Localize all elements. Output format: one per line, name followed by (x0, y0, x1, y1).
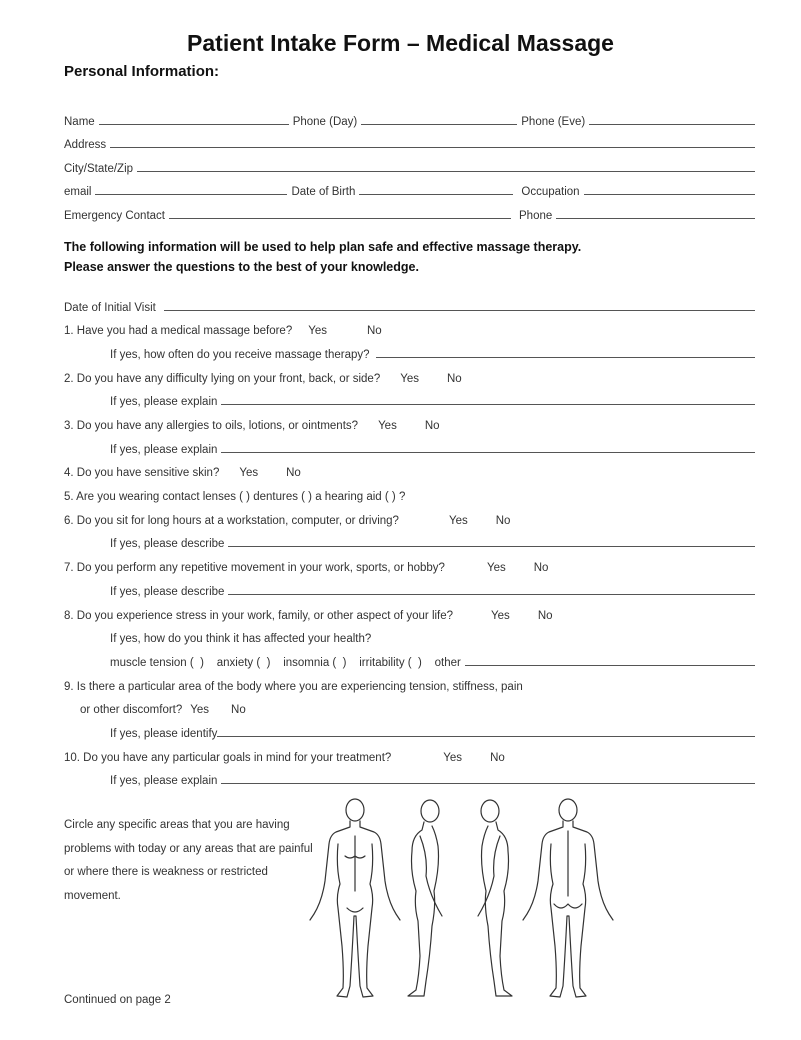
label-address: Address (64, 139, 107, 151)
occupation-field[interactable] (584, 194, 755, 195)
q8-yes[interactable]: Yes (491, 610, 510, 622)
label-city-state-zip: City/State/Zip (64, 163, 134, 175)
row-name-phones (64, 110, 755, 128)
label-occupation: Occupation (521, 186, 580, 198)
q7-no[interactable]: No (533, 562, 549, 574)
emergency-contact-field[interactable] (169, 218, 511, 219)
row-initial-visit (64, 296, 755, 314)
question-9-followup (110, 722, 755, 740)
question-1-followup (110, 343, 755, 361)
q6-followup-field[interactable] (228, 546, 755, 547)
body-figure-back[interactable] (523, 799, 613, 997)
question-10-followup-text: If yes, please explain (110, 775, 218, 787)
q7-yes[interactable]: Yes (486, 562, 506, 574)
label-dob: Date of Birth (291, 186, 356, 198)
question-9-followup-text: If yes, please identify (110, 728, 218, 740)
q3-no[interactable]: No (424, 420, 440, 432)
email-field[interactable] (95, 194, 287, 195)
question-2 (64, 367, 755, 385)
question-1-text: 1. Have you had a medical massage before? (64, 325, 293, 337)
q10-yes[interactable]: Yes (443, 752, 463, 764)
q2-no[interactable]: No (446, 373, 462, 385)
question-9 (64, 675, 755, 693)
question-9-text: 9. Is there a particular area of the body where you are experiencing tension, stiffness, pain (64, 681, 523, 693)
label-emergency-contact: Emergency Contact (64, 210, 165, 222)
question-9-continued-text: or other discomfort? (80, 704, 183, 716)
label-phone-day: Phone (Day) (292, 116, 358, 128)
name-field[interactable] (99, 124, 289, 125)
question-8 (64, 604, 755, 622)
body-figure-front[interactable] (310, 799, 400, 997)
q10-followup-field[interactable] (221, 783, 755, 784)
q4-yes[interactable]: Yes (239, 467, 259, 479)
row-city (64, 157, 755, 175)
question-2-text: 2. Do you have any difficulty lying on your front, back, or side? (64, 373, 381, 385)
question-7-followup (110, 580, 755, 598)
question-6 (64, 509, 755, 527)
initial-visit-field[interactable] (164, 310, 755, 311)
question-3 (64, 414, 755, 432)
label-initial-visit: Date of Initial Visit (64, 302, 156, 314)
question-1-followup-text: If yes, how often do you receive massage therapy? (110, 349, 370, 361)
intro-line-1: The following information will be used to help plan safe and effective massage therapy. (64, 240, 582, 254)
question-7-text: 7. Do you perform any repetitive movement in your work, sports, or hobby? (64, 562, 445, 574)
q3-yes[interactable]: Yes (378, 420, 397, 432)
label-phone-eve: Phone (Eve) (521, 116, 586, 128)
body-chart-figures[interactable] (300, 796, 630, 1006)
question-8-text: 8. Do you experience stress in your work, family, or other aspect of your life? (64, 610, 454, 622)
question-2-followup (110, 390, 755, 408)
question-3-followup (110, 438, 755, 456)
q8-other-field[interactable] (465, 665, 755, 666)
phone-eve-field[interactable] (589, 124, 755, 125)
emergency-phone-field[interactable] (556, 218, 755, 219)
q9-followup-field[interactable] (217, 736, 755, 737)
q1-no[interactable]: No (367, 325, 382, 337)
question-5-text: 5. Are you wearing contact lenses ( ) dentures ( ) a hearing aid ( ) ? (64, 491, 406, 503)
question-2-followup-text: If yes, please explain (110, 396, 218, 408)
label-phone: Phone (519, 210, 553, 222)
q9-yes[interactable]: Yes (190, 704, 210, 716)
question-4 (64, 461, 755, 479)
question-7-followup-text: If yes, please describe (110, 586, 225, 598)
row-emergency (64, 204, 755, 222)
dob-field[interactable] (359, 194, 513, 195)
q4-no[interactable]: No (286, 467, 301, 479)
question-3-text: 3. Do you have any allergies to oils, lotions, or ointments? (64, 420, 359, 432)
q2-yes[interactable]: Yes (400, 373, 419, 385)
question-8-options-text[interactable]: muscle tension ( ) anxiety ( ) insomnia ( ) irritability ( ) other (110, 657, 461, 669)
question-1 (64, 319, 755, 337)
footer-continued: Continued on page 2 (64, 994, 171, 1006)
q7-followup-field[interactable] (228, 594, 755, 595)
row-email-dob (64, 180, 755, 198)
page-title: Patient Intake Form – Medical Massage (187, 30, 614, 56)
question-5 (64, 485, 755, 503)
body-figure-side-left[interactable] (408, 800, 442, 996)
q2-followup-field[interactable] (221, 404, 755, 405)
q3-followup-field[interactable] (221, 452, 755, 453)
address-field[interactable] (110, 147, 755, 148)
body-figure-side-right[interactable] (478, 800, 512, 996)
question-9-continued (80, 698, 755, 716)
q1-yes[interactable]: Yes (308, 325, 327, 337)
section-heading-personal: Personal Information: (64, 63, 220, 80)
question-6-text: 6. Do you sit for long hours at a workstation, computer, or driving? (64, 515, 399, 527)
q6-yes[interactable]: Yes (448, 515, 468, 527)
question-8-followup-text: If yes, how do you think it has affected your health? (110, 633, 372, 645)
label-name: Name (64, 116, 95, 128)
question-6-followup (110, 532, 755, 550)
question-4-text: 4. Do you have sensitive skin? (64, 467, 220, 479)
q8-no[interactable]: No (537, 610, 553, 622)
question-10 (64, 746, 755, 764)
question-3-followup-text: If yes, please explain (110, 444, 218, 456)
q6-no[interactable]: No (495, 515, 511, 527)
question-8-options (110, 651, 755, 669)
question-10-followup (110, 769, 755, 787)
question-7 (64, 556, 755, 574)
question-6-followup-text: If yes, please describe (110, 538, 225, 550)
body-chart-instructions: Circle any specific areas that you are having problems with today or any areas that are painful or where there is weakness or restricted movement. (64, 819, 313, 902)
intro-line-2: Please answer the questions to the best of your knowledge. (64, 260, 419, 274)
q1-followup-field[interactable] (376, 357, 755, 358)
question-8-followup (110, 627, 755, 645)
q9-no[interactable]: No (231, 704, 246, 716)
row-address (64, 133, 755, 151)
question-10-text: 10. Do you have any particular goals in mind for your treatment? (64, 752, 392, 764)
label-email: email (64, 186, 92, 198)
q10-no[interactable]: No (490, 752, 505, 764)
phone-day-field[interactable] (361, 124, 517, 125)
city-state-zip-field[interactable] (137, 171, 755, 172)
